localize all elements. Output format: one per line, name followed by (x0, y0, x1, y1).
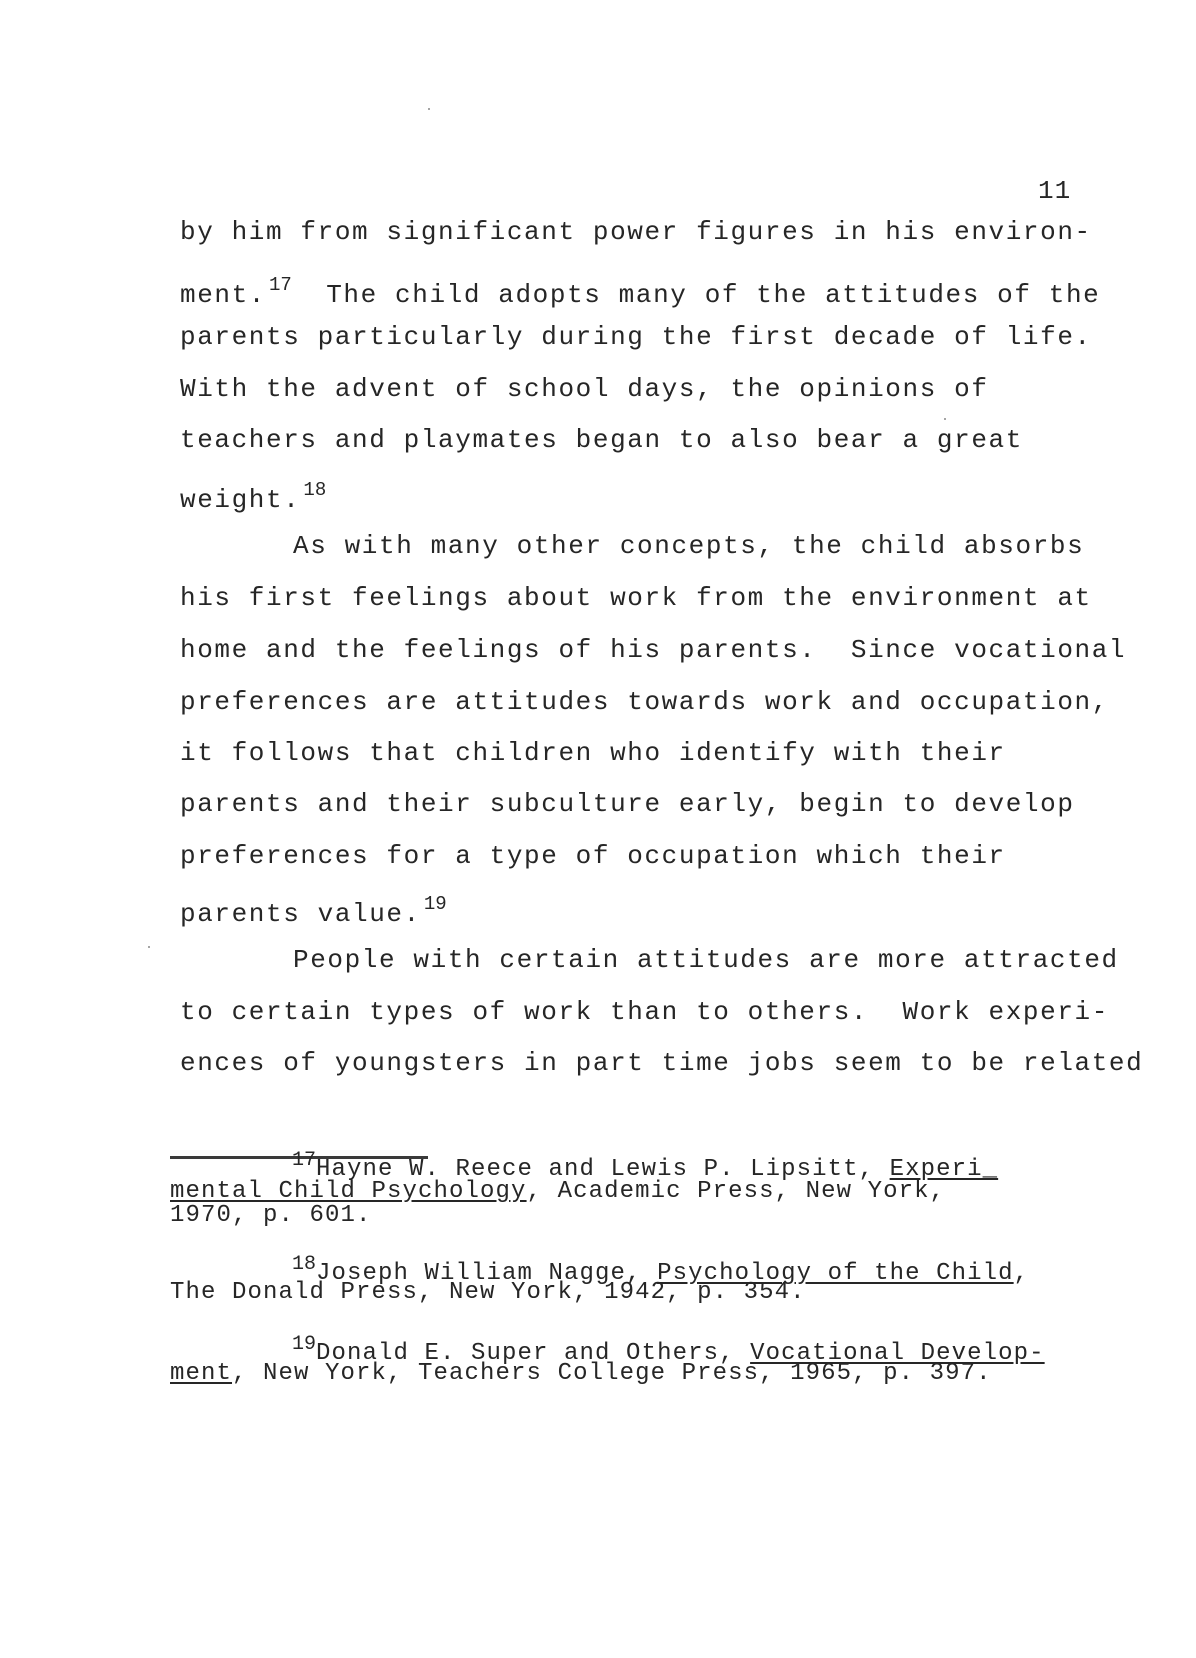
body-line: home and the feelings of his parents. Since vocational (180, 635, 1127, 665)
scan-speck (428, 108, 430, 110)
body-line: preferences for a type of occupation which their (180, 841, 1006, 871)
body-line: ences of youngsters in part time jobs seem to be related (180, 1048, 1144, 1078)
body-line: As with many other concepts, the child absorbs (293, 531, 1085, 561)
footnote-line: The Donald Press, New York, 1942, p. 354. (170, 1279, 806, 1306)
body-line: parents and their subculture early, begin to develop (180, 789, 1075, 819)
scan-speck (148, 946, 150, 948)
body-line: weight. $^{18}$ (180, 479, 327, 515)
page-number: 11 (1038, 176, 1072, 206)
footnote-18: $^{18}$Joseph William Nagge, Psychology of the Child, (292, 1253, 1030, 1287)
body-line: preferences are attitudes towards work and occupation, (180, 687, 1109, 717)
body-line: With the advent of school days, the opinions of (180, 374, 989, 404)
footnote-ref: 18 (303, 479, 327, 501)
scan-speck (944, 418, 946, 420)
footnote-17: $^{17}$Hayne W. Reece and Lewis P. Lipsitt, Experi_ (292, 1149, 999, 1183)
body-line: ment. $^{17}$ The child adopts many of the attitudes of the (180, 274, 1101, 310)
footnote-ref: 17 (269, 274, 292, 296)
body-line: his first feelings about work from the environment at (180, 583, 1092, 613)
body-line: it follows that children who identify with their (180, 738, 1006, 768)
body-line: to certain types of work than to others. Work experi- (180, 997, 1109, 1027)
footnote-19: $^{19}$Donald E. Super and Others, Vocational Develop- (292, 1333, 1045, 1367)
footnote-line: ment, New York, Teachers College Press, 1965, p. 397. (170, 1360, 992, 1387)
footnote-line: mental Child Psychology, Academic Press, New York, (170, 1178, 946, 1205)
body-line: People with certain attitudes are more attracted (293, 945, 1119, 975)
body-line: parents particularly during the first decade of life. (180, 322, 1092, 352)
body-line: by him from significant power figures in his environ- (180, 217, 1092, 247)
body-line: parents value. $^{19}$ (180, 893, 447, 929)
footnote-line: 1970, p. 601. (170, 1202, 372, 1229)
footnote-ref: 19 (423, 893, 447, 915)
body-line: teachers and playmates began to also bear a great (180, 425, 1023, 455)
